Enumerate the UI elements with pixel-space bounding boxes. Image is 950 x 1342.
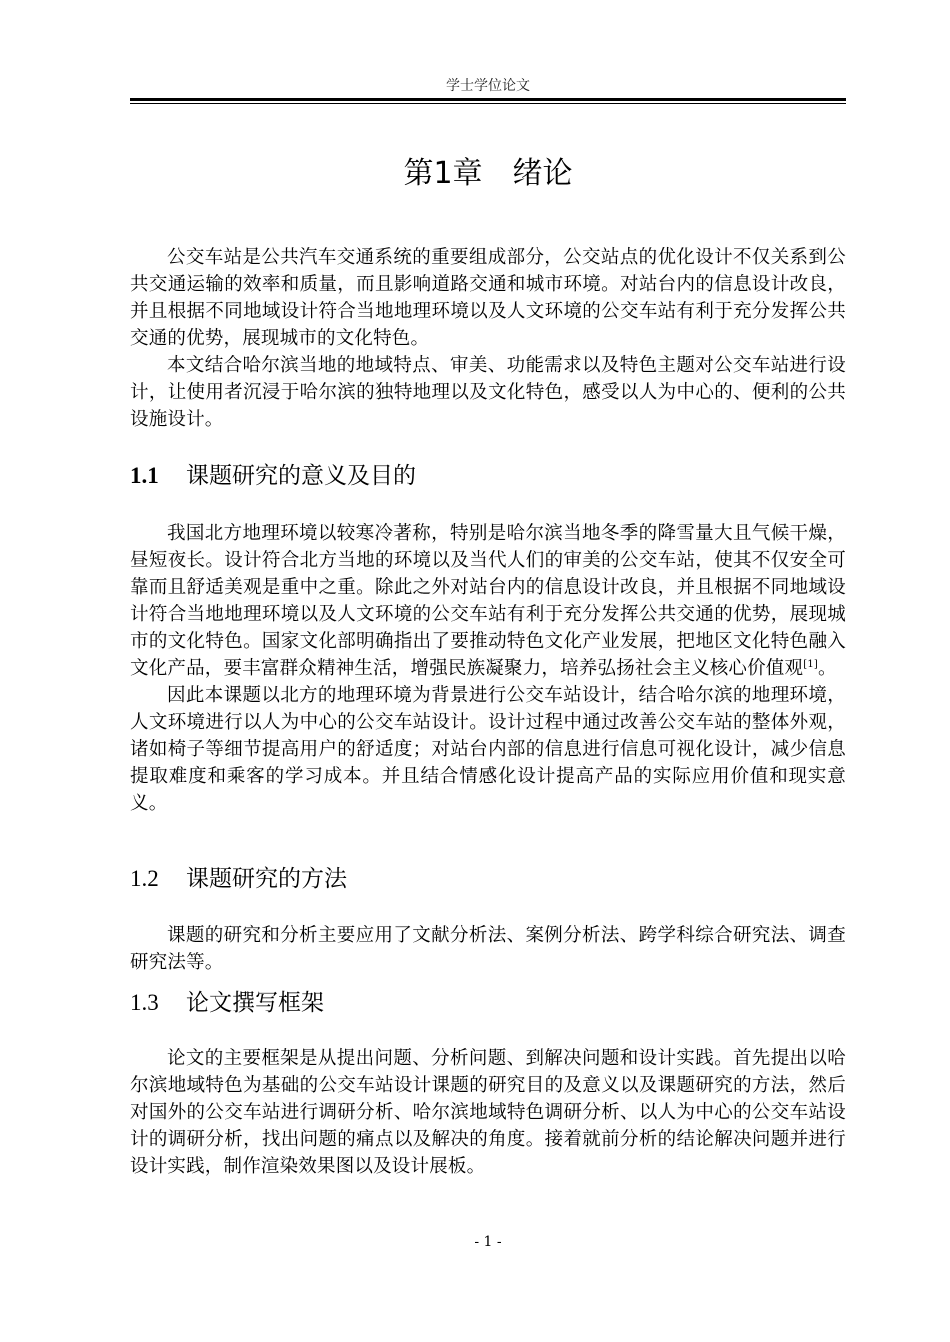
section-paragraph: 论文的主要框架是从提出问题、分析问题、到解决问题和设计实践。首先提出以哈尔滨地域特色为基础的公交车站设计课题的研究目的及意义以及课题研究的方法，然后对国外的公交车站进行调研分析、哈尔滨地域特色调研分析、以人为中心的公交车站设计的调研分析，找出问题的痛点以及解决的角度。接着就前分析的结论解决问题并进行设计实践，制作渲染效果图以及设计展板。 xyxy=(130,1048,846,1177)
section-heading xyxy=(130,862,846,896)
intro-paragraph-2: 本文结合哈尔滨当地的地域特点、审美、功能需求以及特色主题对公交车站进行设计，让使用者沉浸于哈尔滨的独特地理以及文化特色，感受以人为中心的、便利的公共设施设计。 xyxy=(130,355,846,430)
section-1-2-body xyxy=(130,922,846,976)
section-title: 论文撰写框架 xyxy=(186,990,324,1016)
chapter-title: 第1章 绪论 xyxy=(403,156,573,191)
section-1-3-body xyxy=(130,1045,846,1180)
header-rule-thin xyxy=(130,103,846,104)
section-title: 课题研究的方法 xyxy=(186,866,347,892)
header-rule xyxy=(130,98,846,101)
section-1-2 xyxy=(130,862,846,896)
section-number: 1.1 xyxy=(130,463,159,488)
page-number: - 1 - xyxy=(474,1234,502,1250)
section-number: 1.3 xyxy=(130,990,159,1015)
section-heading xyxy=(130,986,846,1020)
citation-marker: [1] xyxy=(803,658,818,670)
section-heading xyxy=(130,459,846,493)
section-paragraph xyxy=(130,520,846,682)
section-paragraph: 因此本课题以北方的地理环境为背景进行公交车站设计，结合哈尔滨的地理环境，人文环境进行以人为中心的公交车站设计。设计过程中通过改善公交车站的整体外观，诸如椅子等细节提高用户的舒适度；对站台内部的信息进行信息可视化设计，减少信息提取难度和乘客的学习成本。并且结合情感化设计提高产品的实际应用价值和现实意义。 xyxy=(130,685,846,814)
intro-block xyxy=(130,244,846,433)
section-1-3 xyxy=(130,986,846,1020)
section-paragraph: 课题的研究和分析主要应用了文献分析法、案例分析法、跨学科综合研究法、调查研究法等。 xyxy=(130,925,846,973)
running-header: 学士学位论文 xyxy=(446,78,530,94)
section-1-1 xyxy=(130,459,846,493)
section-title: 课题研究的意义及目的 xyxy=(186,463,416,489)
paragraph-tail: 。 xyxy=(817,658,837,679)
section-1-1-body xyxy=(130,520,846,817)
intro-paragraph-1: 公交车站是公共汽车交通系统的重要组成部分，公交站点的优化设计不仅关系到公共交通运输的效率和质量，而且影响道路交通和城市环境。对站台内的信息设计改良，并且根据不同地域设计符合当地地理环境以及人文环境的公交车站有利于充分发挥公共交通的优势，展现城市的文化特色。 xyxy=(130,247,846,349)
section-number: 1.2 xyxy=(130,866,159,891)
paragraph-text: 我国北方地理环境以较寒冷著称，特别是哈尔滨当地冬季的降雪量大且气候干燥，昼短夜长。设计符合北方当地的环境以及当代人们的审美的公交车站，使其不仅安全可靠而且舒适美观是重中之重。除此之外对站台内的信息设计改良，并且根据不同地域设计符合当地地理环境以及人文环境的公交车站有利于充分发挥公共交通的优势，展现城市的文化特色。国家文化部明确指出了要推动特色文化产业发展，把地区文化特色融入文化产品，要丰富群众精神生活，增强民族凝聚力，培养弘扬社会主义核心价值观 xyxy=(130,523,846,679)
